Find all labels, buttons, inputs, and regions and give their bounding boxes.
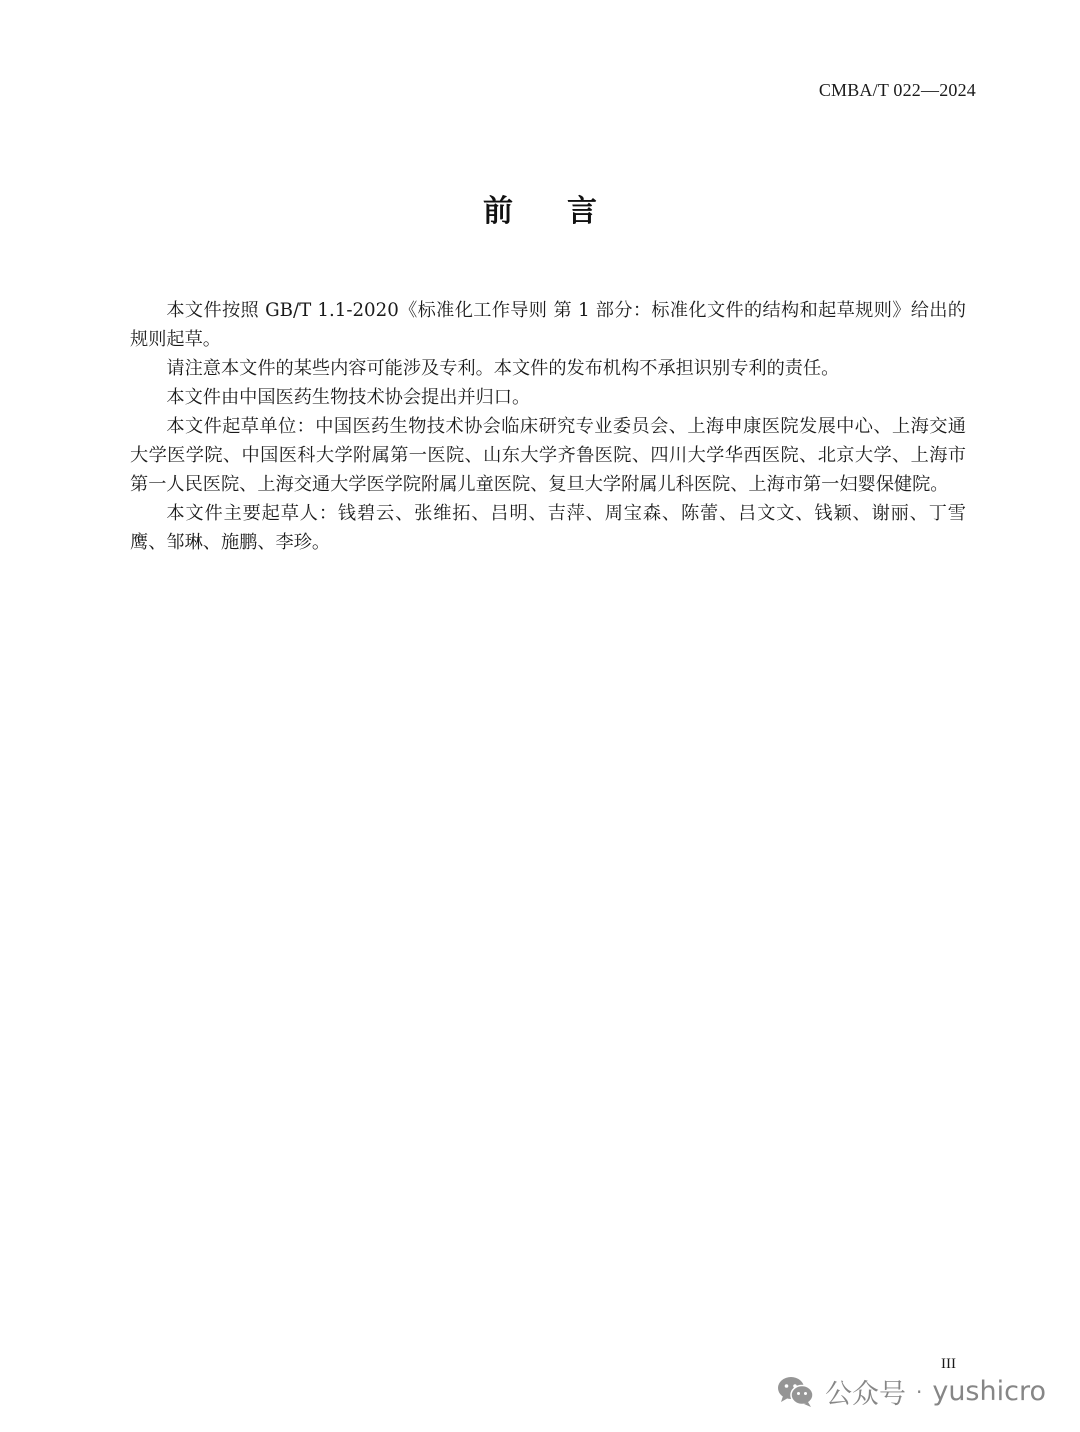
watermark-account: yushicro xyxy=(932,1376,1046,1407)
document-code: CMBA/T 022—2024 xyxy=(818,80,976,100)
paragraph-patent-notice: 请注意本文件的某些内容可能涉及专利。本文件的发布机构不承担识别专利的责任。 xyxy=(166,358,840,379)
paragraph-drafting-units: 本文件起草单位：中国医药生物技术协会临床研究专业委员会、上海申康医院发展中心、上海交通大学医学院、中国医科大学附属第一医院、山东大学齐鲁医院、四川大学华西医院、北京大学、上海市第一人民医院、上海交通大学医学院附属儿童医院、复旦大学附属儿科医院、上海市第一妇婴保健院。 xyxy=(130,416,966,495)
wechat-icon xyxy=(777,1375,815,1409)
paragraph-proposer: 本文件由中国医药生物技术协会提出并归口。 xyxy=(166,387,531,408)
page-number: III xyxy=(941,1356,956,1372)
paragraph-drafters: 本文件主要起草人：钱碧云、张维拓、吕明、吉萍、周宝森、陈蕾、吕文文、钱颖、谢丽、丁雪鹰、邹琳、施鹏、李珍。 xyxy=(130,503,966,553)
watermark-separator: · xyxy=(915,1379,923,1404)
paragraph-drafting-rules: 本文件按照 GB/T 1.1-2020《标准化工作导则 第 1 部分：标准化文件的结构和起草规则》给出的规则起草。 xyxy=(130,300,966,350)
page-title: 前言 xyxy=(483,194,651,229)
wechat-watermark xyxy=(777,1372,1046,1411)
foreword-body xyxy=(130,296,966,557)
watermark-label: 公众号 xyxy=(824,1379,906,1410)
